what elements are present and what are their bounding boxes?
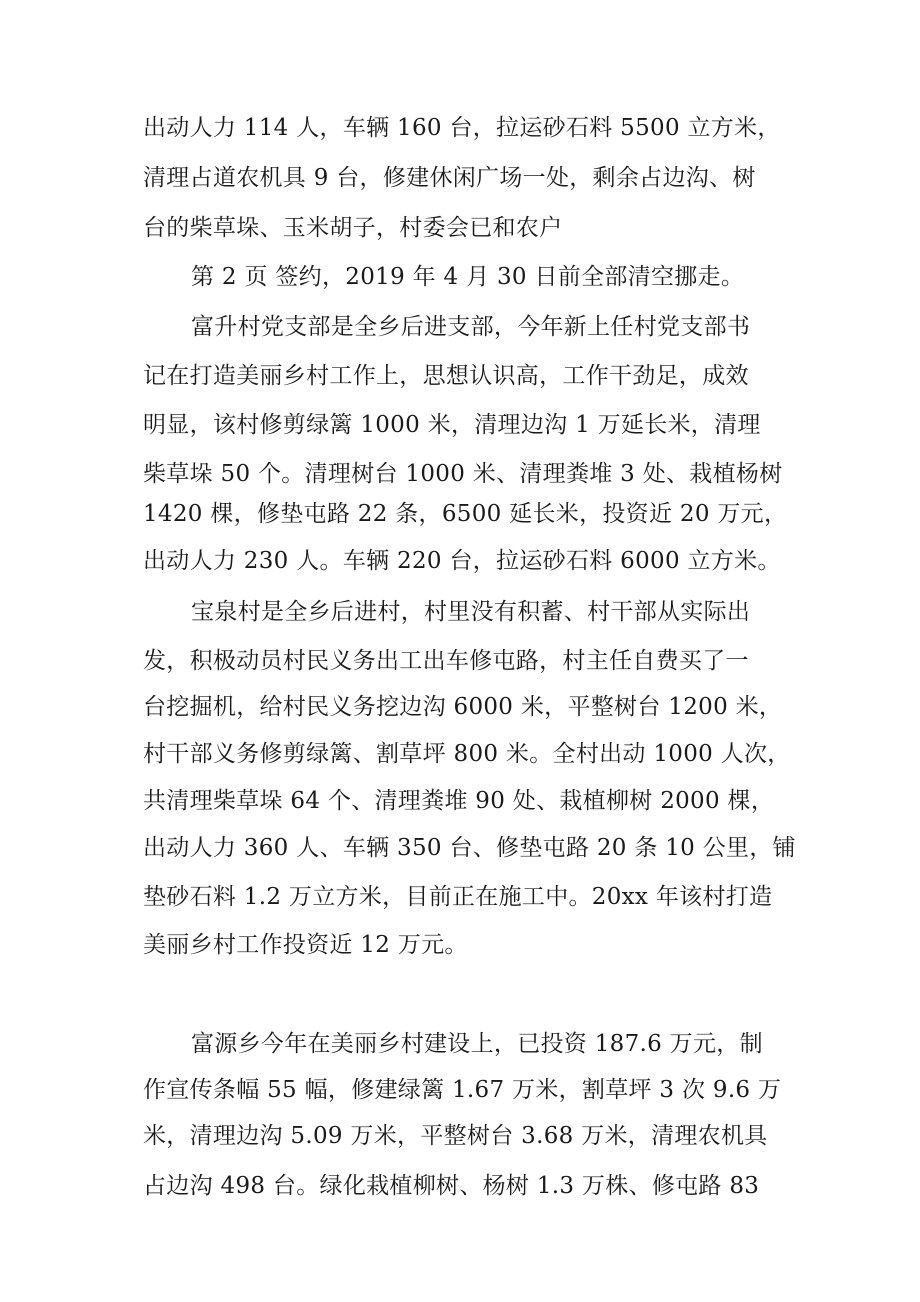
- text-line: 记在打造美丽乡村工作上，思想认识高，工作干劲足，成效: [143, 363, 749, 389]
- text-line: 出动人力 360 人、车辆 350 台、修垫屯路 20 条 10 公里，铺: [143, 835, 796, 861]
- text-line: 台的柴草垛、玉米胡子，村委会已和农户: [143, 215, 563, 241]
- text-line: 出动人力 114 人，车辆 160 台，拉运砂石料 5500 立方米，: [143, 115, 781, 141]
- text-line: 作宣传条幅 55 幅，修建绿篱 1.67 万米，割草坪 3 次 9.6 万: [143, 1077, 782, 1103]
- text-line: 富升村党支部是全乡后进支部，今年新上任村党支部书: [191, 314, 751, 340]
- text-line: 明显，该村修剪绿篱 1000 米，清理边沟 1 万延长米，清理: [143, 412, 761, 438]
- text-line: 美丽乡村工作投资近 12 万元。: [143, 932, 468, 958]
- text-line: 村干部义务修剪绿篱、割草坪 800 米。全村出动 1000 人次，: [143, 741, 791, 767]
- text-line: 柴草垛 50 个。清理树台 1000 米、清理粪堆 3 处、栽植杨树: [143, 461, 783, 487]
- text-line: 1420 棵，修垫屯路 22 条，6500 延长米，投资近 20 万元，: [143, 501, 788, 527]
- text-line: 米，清理边沟 5.09 万米，平整树台 3.68 万米，清理农机具: [143, 1123, 768, 1149]
- text-line: 共清理柴草垛 64 个、清理粪堆 90 处、栽植柳树 2000 棵，: [143, 788, 775, 814]
- text-line: 垫砂石料 1.2 万立方米，目前正在施工中。20xx 年该村打造: [143, 884, 773, 910]
- text-line: 宝泉村是全乡后进村，村里没有积蓄、村干部从实际出: [191, 599, 751, 625]
- text-line: 发，积极动员村民义务出工出车修屯路，村主任自费买了一: [143, 648, 749, 674]
- text-line: 台挖掘机，给村民义务挖边沟 6000 米，平整树台 1200 米，: [143, 694, 783, 720]
- text-line: 清理占道农机具 9 台，修建休闲广场一处，剩余占边沟、树: [143, 165, 756, 191]
- text-line: 富源乡今年在美丽乡村建设上，已投资 187.6 万元，制: [191, 1031, 763, 1057]
- text-line: 出动人力 230 人。车辆 220 台，拉运砂石料 6000 立方米。: [143, 548, 781, 574]
- page-marker-line: 第 2 页 签约，2019 年 4 月 30 日前全部清空挪走。: [191, 264, 745, 290]
- text-line: 占边沟 498 台。绿化栽植柳树、杨树 1.3 万株、修屯路 83: [143, 1173, 760, 1199]
